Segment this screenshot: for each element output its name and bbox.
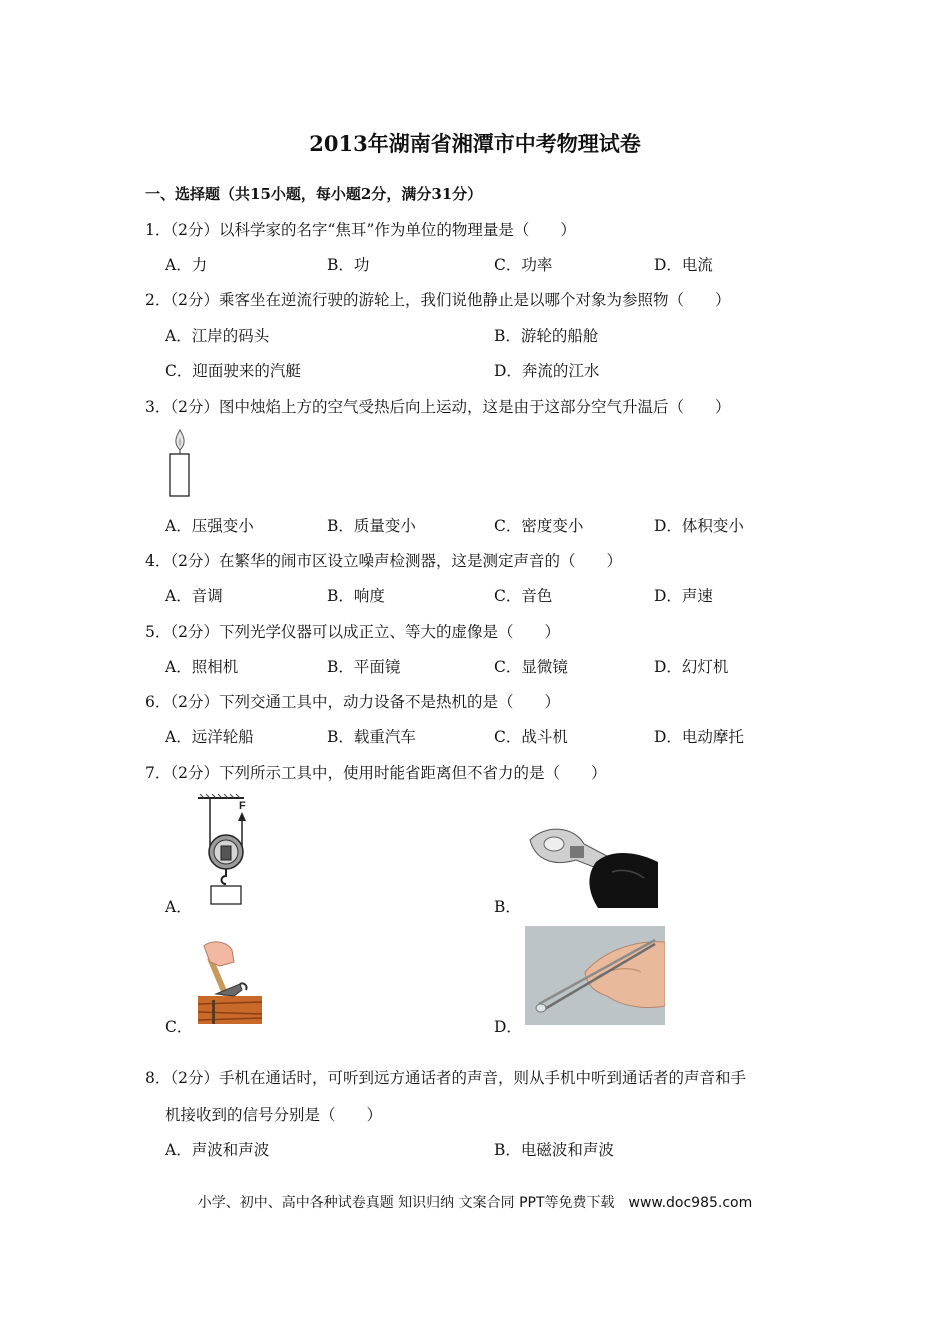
question-4-option-b: B．响度 xyxy=(327,587,385,605)
question-8-stem: 8．（2分）手机在通话时，可听到远方通话者的声音，则从手机中听到通话者的声音和手 xyxy=(145,1069,746,1087)
question-3-option-c: C．密度变小 xyxy=(494,517,584,535)
question-6-stem: 6．（2分）下列交通工具中，动力设备不是热机的是（ ） xyxy=(145,693,560,711)
question-8-stem-continued: 机接收到的信号分别是（ ） xyxy=(165,1106,383,1124)
question-5-option-c: C．显微镜 xyxy=(494,658,568,676)
question-3-option-b: B．质量变小 xyxy=(327,517,416,535)
question-2-option-d: D．奔流的江水 xyxy=(494,362,600,380)
question-2-option-b: B．游轮的船舱 xyxy=(494,327,599,345)
question-4-stem: 4．（2分）在繁华的闹市区设立噪声检测器，这是测定声音的（ ） xyxy=(145,552,622,570)
question-6-option-c: C．战斗机 xyxy=(494,728,568,746)
question-2-option-c: C．迎面驶来的汽艇 xyxy=(165,362,301,380)
question-7-option-a: A． xyxy=(165,898,192,916)
pulley-figure xyxy=(194,794,256,908)
question-7-option-b: B． xyxy=(494,898,521,916)
page-title: 2013年湖南省湘潭市中考物理试卷 xyxy=(309,131,641,156)
question-4-option-a: A．音调 xyxy=(165,587,223,605)
question-2-stem: 2．（2分）乘客坐在逆流行驶的游轮上，我们说他静止是以哪个对象为参照物（ ） xyxy=(145,291,731,309)
question-5-option-d: D．幻灯机 xyxy=(654,658,729,676)
question-7-stem: 7．（2分）下列所示工具中，使用时能省距离但不省力的是（ ） xyxy=(145,764,607,782)
question-3-option-d: D．体积变小 xyxy=(654,517,744,535)
question-5-option-a: A．照相机 xyxy=(165,658,239,676)
hammer-figure xyxy=(196,938,264,1026)
question-5-stem: 5．（2分）下列光学仪器可以成正立、等大的虚像是（ ） xyxy=(145,623,560,641)
question-6-option-b: B．载重汽车 xyxy=(327,728,416,746)
question-1-option-a: A．力 xyxy=(165,256,208,274)
question-6-option-a: A．远洋轮船 xyxy=(165,728,254,746)
question-3-stem: 3．（2分）图中烛焰上方的空气受热后向上运动，这是由于这部分空气升温后（ ） xyxy=(145,398,731,416)
question-3-option-a: A．压强变小 xyxy=(165,517,254,535)
question-1-option-c: C．功率 xyxy=(494,256,553,274)
question-5-option-b: B．平面镜 xyxy=(327,658,401,676)
question-1-option-b: B．功 xyxy=(327,256,370,274)
tweezers-figure xyxy=(525,926,665,1025)
footer-note: 小学、初中、高中各种试卷真题 知识归纳 文案合同 PPT等免费下载 www.doc985.com xyxy=(197,1195,753,1211)
question-4-option-c: C．音色 xyxy=(494,587,553,605)
wrench-figure xyxy=(526,822,658,908)
question-7-option-d: D． xyxy=(494,1018,522,1036)
question-7-option-c: C． xyxy=(165,1018,193,1036)
question-4-option-d: D．声速 xyxy=(654,587,713,605)
candle-figure xyxy=(165,428,195,500)
question-1-option-d: D．电流 xyxy=(654,256,713,274)
question-8-option-b: B．电磁波和声波 xyxy=(494,1141,614,1159)
pulley-force-label: F xyxy=(239,800,246,812)
section-heading: 一、选择题（共15小题，每小题2分，满分31分） xyxy=(145,185,483,203)
question-8-option-a: A．声波和声波 xyxy=(165,1141,270,1159)
question-2-option-a: A．江岸的码头 xyxy=(165,327,270,345)
question-1-stem: 1．（2分）以科学家的名字“焦耳”作为单位的物理量是（ ） xyxy=(145,221,576,239)
question-6-option-d: D．电动摩托 xyxy=(654,728,744,746)
